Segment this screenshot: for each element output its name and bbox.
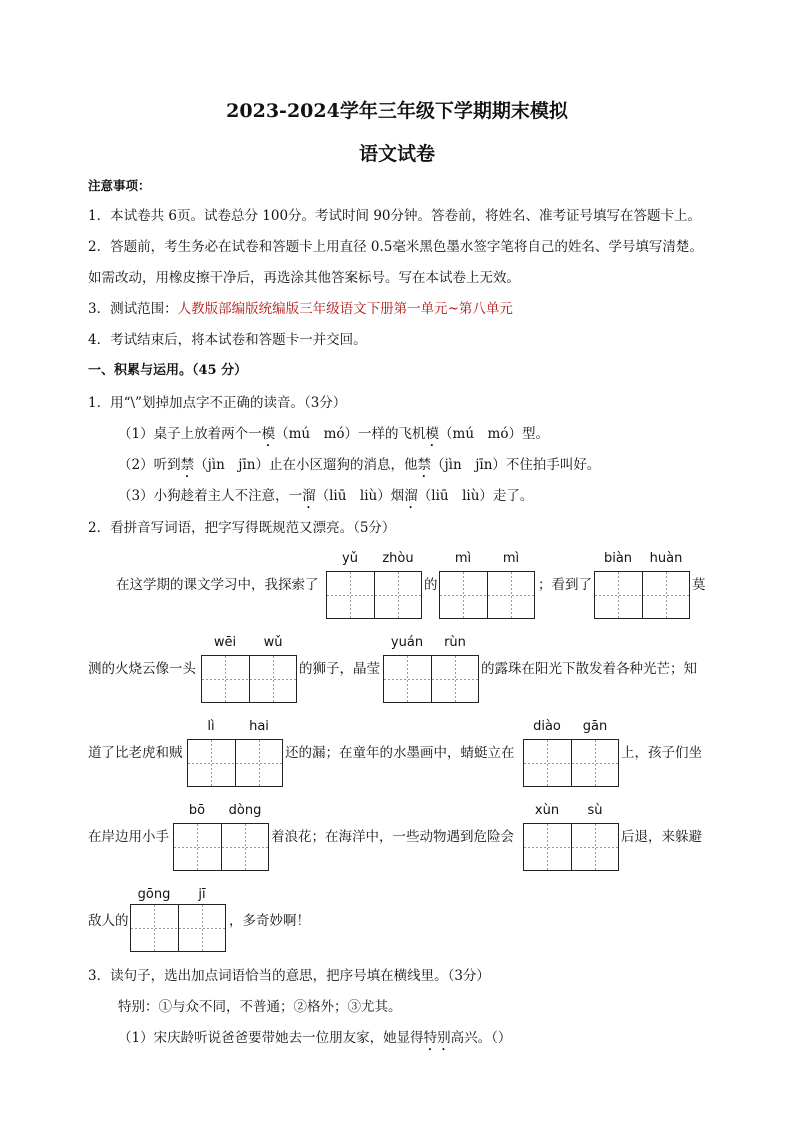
dotted-char: 禁 bbox=[417, 457, 431, 473]
fill-text: 的露珠在阳光下散发着各种光芒；知 bbox=[481, 661, 697, 677]
note-3 bbox=[88, 300, 513, 318]
writing-grid[interactable] bbox=[187, 739, 283, 787]
fill-text: 测的火烧云像一头 bbox=[88, 661, 196, 677]
pinyin: gōng bbox=[137, 887, 171, 902]
pinyin: bō bbox=[188, 803, 206, 818]
page-title: 2023-2024学年三年级下学期期末模拟 bbox=[226, 100, 568, 122]
fill-text: ；看到了 bbox=[538, 577, 592, 593]
note-1: 1．本试卷共 6页。试卷总分 100分。考试时间 90分钟。答卷前，将姓名、准考证号填写在答题卡上。 bbox=[88, 208, 701, 224]
pinyin: yuán bbox=[390, 635, 424, 650]
pinyin: diào bbox=[533, 719, 561, 734]
section-heading: 一、积累与运用。（45 分） bbox=[88, 363, 248, 378]
question-1-stem: 1．用“\”划掉加点字不正确的读音。（3分） bbox=[88, 395, 347, 411]
pinyin: gān bbox=[582, 719, 608, 734]
question-3-stem: 3．读句子，选出加点词语恰当的意思，把序号填在横线里。（3分） bbox=[88, 968, 490, 984]
fill-text: 莫 bbox=[692, 577, 706, 593]
pinyin: wǔ bbox=[263, 635, 283, 650]
test-range: 人教版部编版统编版三年级语文下册第一单元~第八单元 bbox=[177, 301, 513, 317]
pinyin: rùn bbox=[444, 635, 466, 650]
writing-grid[interactable] bbox=[201, 655, 297, 703]
fill-text: 敌人的 bbox=[88, 913, 129, 929]
writing-grid[interactable] bbox=[439, 571, 535, 619]
pinyin: biàn bbox=[603, 551, 633, 566]
writing-grid[interactable] bbox=[173, 823, 269, 871]
pinyin: mì bbox=[502, 551, 520, 566]
note-2b: 如需改动，用橡皮擦干净后，再选涂其他答案标号。写在本试卷上无效。 bbox=[88, 270, 520, 286]
pinyin: mì bbox=[454, 551, 472, 566]
dotted-char: 禁 bbox=[180, 457, 195, 473]
pinyin: lì bbox=[207, 719, 215, 734]
fill-text: 后退，来躲避 bbox=[621, 829, 702, 845]
writing-grid[interactable] bbox=[523, 739, 619, 787]
pinyin: hai bbox=[249, 719, 269, 734]
dotted-char: 模 bbox=[261, 426, 276, 442]
writing-grid[interactable] bbox=[594, 571, 690, 619]
pinyin: yǔ bbox=[342, 551, 358, 566]
note-3-prefix: 3．测试范围： bbox=[88, 301, 178, 317]
pinyin: huàn bbox=[649, 551, 683, 566]
question-2-stem: 2．看拼音写词语，把字写得既规范又漂亮。（5分） bbox=[88, 520, 396, 536]
dotted-word: 特别 bbox=[423, 1030, 451, 1046]
pinyin: wēi bbox=[213, 635, 237, 650]
fill-text: 在这学期的课文学习中，我探索了 bbox=[116, 577, 319, 593]
pinyin: zhòu bbox=[382, 551, 414, 566]
question-1-item-1: （1）桌子上放着两个一模（mú mó）一样的飞机模（mú mó）型。 bbox=[118, 426, 549, 442]
pinyin: dòng bbox=[228, 803, 262, 818]
dotted-char: 模 bbox=[425, 426, 440, 442]
fill-text: 着浪花；在海洋中，一些动物遇到危险会 bbox=[271, 829, 514, 845]
writing-grid[interactable] bbox=[130, 904, 226, 952]
question-3-definition: 特别：①与众不同，不普通；②格外；③尤其。 bbox=[118, 999, 402, 1015]
pinyin: jī bbox=[198, 887, 206, 902]
question-1-item-2: （2）听到禁（jìn jīn）止在小区遛狗的消息，他禁（jìn jīn）不住拍手叫好。 bbox=[118, 457, 601, 473]
dotted-char: 溜 bbox=[404, 488, 418, 504]
pinyin: sù bbox=[587, 803, 603, 818]
fill-text: 的狮子，晶莹 bbox=[299, 661, 380, 677]
pinyin: xùn bbox=[534, 803, 560, 818]
writing-grid[interactable] bbox=[326, 571, 422, 619]
fill-text: 道了比老虎和贼 bbox=[88, 745, 183, 761]
fill-text: 在岸边用小手 bbox=[88, 829, 169, 845]
dotted-char: 溜 bbox=[302, 488, 316, 504]
fill-text: 还的漏；在童年的水墨画中，蜻蜓立在 bbox=[285, 745, 515, 761]
writing-grid[interactable] bbox=[383, 655, 479, 703]
writing-grid[interactable] bbox=[523, 823, 619, 871]
note-4: 4．考试结束后，将本试卷和答题卡一并交回。 bbox=[88, 332, 367, 348]
notes-heading: 注意事项： bbox=[88, 178, 151, 193]
fill-text: 上，孩子们坐 bbox=[621, 745, 702, 761]
question-3-item-1: （1）宋庆龄听说爸爸要带她去一位朋友家，她显得特别高兴。（） bbox=[118, 1030, 512, 1046]
page-subtitle: 语文试卷 bbox=[358, 143, 435, 165]
fill-text: ，多奇妙啊！ bbox=[229, 913, 310, 929]
question-1-item-3: （3）小狗趁着主人不注意，一溜（liū liù）烟溜（liū liù）走了。 bbox=[118, 488, 534, 504]
note-2a: 2．答题前，考生务必在试卷和答题卡上用直径 0.5毫米黑色墨水签字笔将自己的姓名、学号填写清楚。 bbox=[88, 239, 703, 255]
fill-text: 的 bbox=[424, 577, 438, 593]
